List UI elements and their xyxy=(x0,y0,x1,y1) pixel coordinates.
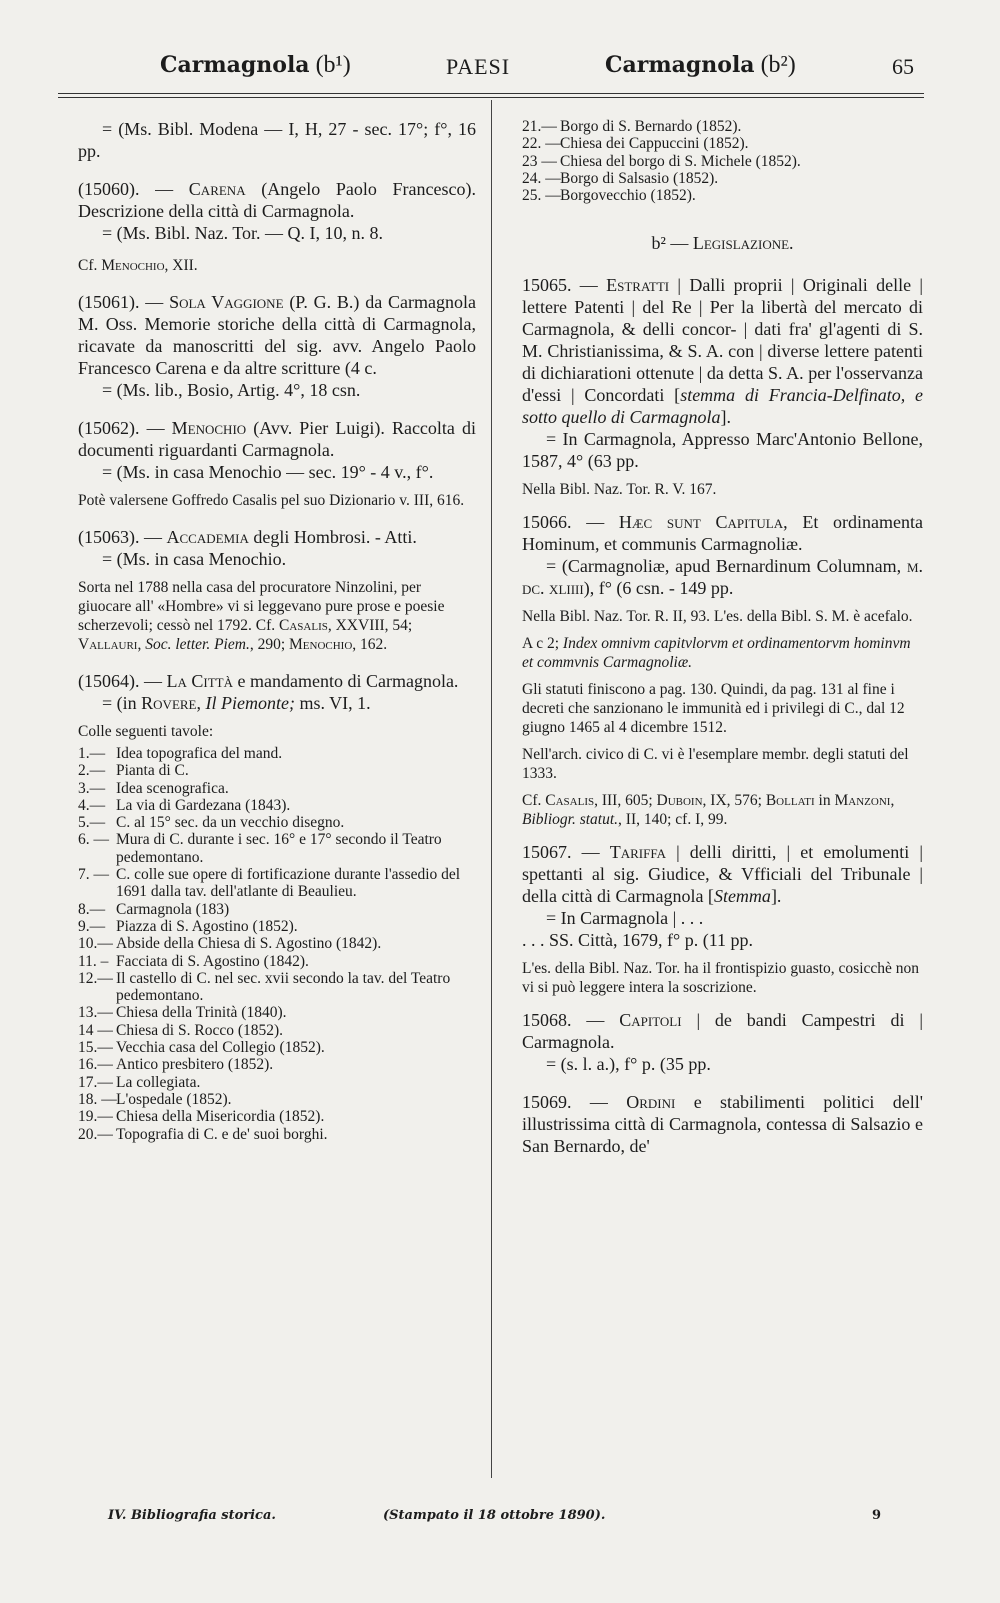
tavola-number: 17.— xyxy=(78,1073,113,1091)
tavola-item xyxy=(522,135,923,152)
entry-15062-note: Potè valersene Goffredo Casalis pel suo Dizionario v. III, 616. xyxy=(78,492,465,509)
tavola-number: 9.— xyxy=(78,917,106,935)
tavola-number: 15.— xyxy=(78,1039,113,1057)
entry-15061: (15061). — Sola Vaggione (P. G. B.) da Carmagnola M. Oss. Memorie storiche della città di Carmagnola, ricavate da manoscritti del sig. avv. Angelo Paolo Francesco Carena e da altre scritture (4 c. xyxy=(78,292,476,378)
tavola-item xyxy=(78,866,476,901)
tavola-item xyxy=(78,780,476,797)
tavola-item xyxy=(78,1039,476,1056)
tavola-number: 25. — xyxy=(522,187,561,205)
entry-15059-ref: = (Ms. Bibl. Modena — I, H, 27 - sec. 17°; f°, 16 pp. xyxy=(78,119,476,161)
tavola-number: 24. — xyxy=(522,169,561,187)
entry-15068-ref: = (s. l. a.), f° p. (35 pp. xyxy=(546,1054,711,1075)
tavola-item xyxy=(78,901,476,918)
tavola-item xyxy=(78,918,476,935)
tavola-title: Carmagnola (183) xyxy=(116,900,230,918)
footer-center: (Stampato il 18 ottobre 1890). xyxy=(383,1508,606,1523)
tavola-item xyxy=(78,970,476,1005)
entry-15060-note: Cf. Menochio, XII. xyxy=(78,257,198,274)
tavola-item xyxy=(78,831,476,866)
entry-15066-note-4: Nell'arch. civico di C. vi è l'esemplare membr. degli statuti del 1333. xyxy=(522,746,909,783)
entry-15069: 15069. — Ordini e stabilimenti politici dell' illustrissima città di Carmagnola, contessa di Salsazio e San Bernardo, de' xyxy=(522,1092,923,1157)
section-heading: b² — Legislazione. xyxy=(651,233,794,254)
entry-15064-ref: = (in Rovere, Il Piemonte; ms. VI, 1. xyxy=(102,693,371,713)
tavola-item xyxy=(78,1004,476,1021)
tavola-title: La collegiata. xyxy=(116,1073,201,1091)
tavola-title: Chiesa di S. Rocco (1852). xyxy=(116,1021,284,1039)
tavola-item xyxy=(78,1108,476,1125)
tavola-title: Idea scenografica. xyxy=(116,779,229,797)
tavola-title: C. al 15° sec. da un vecchio disegno. xyxy=(116,814,345,832)
tavola-item xyxy=(78,1022,476,1039)
entry-15061-ref: = (Ms. lib., Bosio, Artig. 4°, 18 csn. xyxy=(102,380,361,400)
tavola-title: Chiesa della Trinità (1840). xyxy=(116,1004,287,1022)
tavola-number: 3.— xyxy=(78,779,106,797)
entry-15062-ref: = (Ms. in casa Menochio — sec. 19° - 4 v., f°. xyxy=(102,462,434,482)
column-divider xyxy=(491,100,492,1478)
tavola-title: Mura di C. durante i sec. 16° e 17° secondo il Teatro pedemontano. xyxy=(116,831,442,866)
entry-15060-ref: = (Ms. Bibl. Naz. Tor. — Q. I, 10, n. 8. xyxy=(102,223,384,243)
tavola-title: Borgo di S. Bernardo (1852). xyxy=(560,118,742,135)
left-column xyxy=(78,118,476,1143)
tavola-title: Abside della Chiesa di S. Agostino (1842). xyxy=(116,935,382,953)
entry-15063-note: Sorta nel 1788 nella casa del procuratore Ninzolini, per giuocare all' «Hombre» vi si leggevano pure prose e poesie scherzevoli; cessò nel 1792. Cf. Casalis, XXVIII, 54; Vallauri, Soc. letter. Piem., 290; Menochio, 162. xyxy=(78,579,445,653)
tavola-number: 13.— xyxy=(78,1004,113,1022)
tavola-title: Chiesa del borgo di S. Michele (1852). xyxy=(560,152,801,170)
tavola-title: Vecchia casa del Collegio (1852). xyxy=(116,1039,325,1057)
entry-15066-note-3: Gli statuti finiscono a pag. 130. Quindi, da pag. 131 al fine i decreti che sanzionano le immunità ed i privilegi di C., dal 12 giugno 1465 al 4 dicembre 1512. xyxy=(522,681,905,737)
tavola-title: L'ospedale (1852). xyxy=(116,1090,232,1108)
tavola-item xyxy=(522,170,923,187)
entry-15066-note-1: Nella Bibl. Naz. Tor. R. II, 93. L'es. della Bibl. S. M. è acefalo. xyxy=(522,608,913,626)
tavola-item xyxy=(78,762,476,779)
tavola-number: 23 — xyxy=(522,152,557,170)
entry-15066: 15066. — Hæc sunt Capitula, Et ordinamenta Hominum, et communis Carmagnoliæ. xyxy=(522,512,923,555)
tavola-title: Borgovecchio (1852). xyxy=(560,187,696,205)
entry-15062: (15062). — Menochio (Avv. Pier Luigi). Raccolta di documenti riguardanti Carmagnola. xyxy=(78,418,476,460)
entry-15063: (15063). — Accademia degli Hombrosi. - Atti. xyxy=(78,527,417,547)
tavola-title: Il castello di C. nel sec. xvii secondo la tav. del Teatro pedemontano. xyxy=(116,969,451,1005)
entry-15067-note: L'es. della Bibl. Naz. Tor. ha il frontispizio guasto, cosicchè non vi si può leggere intera la soscrizione. xyxy=(522,960,920,997)
tavola-item xyxy=(78,814,476,831)
tavola-item xyxy=(78,1056,476,1073)
tavola-title: Chiesa della Misericordia (1852). xyxy=(116,1108,325,1126)
entry-15066-ref: = (Carmagnoliæ, apud Bernardinum Columnam, m. dc. xliiii), f° (6 csn. - 149 pp. xyxy=(522,556,923,599)
tavola-title: Pianta di C. xyxy=(116,762,189,780)
right-column xyxy=(522,118,923,1157)
tavole-intro: Colle seguenti tavole: xyxy=(78,723,214,740)
entry-15067-ref-2: . . . SS. Città, 1679, f° p. (11 pp. xyxy=(522,930,754,951)
tavola-item xyxy=(78,1091,476,1108)
entry-15067: 15067. — Tariffa | delli diritti, | et emolumenti | spettanti al sig. Giudice, & Vfficiali del Tribunale | della città di Carmagnola [Stemma]. xyxy=(522,842,924,907)
tavola-title: Borgo di Salsasio (1852). xyxy=(560,169,719,187)
tavole-list xyxy=(78,745,476,1143)
tavole-list-continued xyxy=(522,118,923,204)
tavola-title: Idea topografica del mand. xyxy=(116,745,283,762)
tavola-title: Antico presbitero (1852). xyxy=(116,1056,274,1074)
entry-15065-note: Nella Bibl. Naz. Tor. R. V. 167. xyxy=(522,481,717,499)
tavola-title: Piazza di S. Agostino (1852). xyxy=(116,917,298,935)
tavola-item xyxy=(522,118,923,135)
tavola-title: Facciata di S. Agostino (1842). xyxy=(116,952,309,970)
tavola-number: 10.— xyxy=(78,935,113,953)
tavola-number: 5.— xyxy=(78,814,106,832)
entry-15060: (15060). — Carena (Angelo Paolo Francesco). Descrizione della città di Carmagnola. xyxy=(78,179,476,221)
tavola-number: 6. — xyxy=(78,831,109,849)
header-rule-bottom xyxy=(58,97,924,98)
tavola-title: La via di Gardezana (1843). xyxy=(116,796,291,814)
tavola-item xyxy=(78,953,476,970)
tavola-number: 14 — xyxy=(78,1021,113,1039)
entry-15065: 15065. — Estratti | Dalli proprii | Originali delle | lettere Patenti | del Re | Per la libertà del mercato di Carmagnola, & delli concor- | dati fra' gl'agenti di S. M. Christianissima, & S. A. con | diverse lettere patenti di dichiarationi ottenute | da detta S. A. per l'osservanza d'essi | Concordati [stemma di Francia-Delfinato, e sotto quello di Carmagnola]. xyxy=(522,275,923,428)
footer-signature: 9 xyxy=(872,1508,882,1523)
tavola-title: Topografia di C. e de' suoi borghi. xyxy=(116,1125,328,1143)
tavola-number: 2.— xyxy=(78,762,106,780)
page-number: 65 xyxy=(892,54,914,79)
tavola-number: 4.— xyxy=(78,796,106,814)
entry-15064: (15064). — La Città e mandamento di Carmagnola. xyxy=(78,671,459,691)
tavola-number: 18. — xyxy=(78,1090,117,1108)
tavola-title: Chiesa dei Cappuccini (1852). xyxy=(560,135,749,153)
header-center: PAESI xyxy=(446,54,511,79)
tavola-number: 1.— xyxy=(78,745,106,762)
tavola-item xyxy=(78,797,476,814)
tavola-item xyxy=(78,935,476,952)
entry-15067-ref-1: = In Carmagnola | . . . xyxy=(546,908,704,929)
tavola-number: 20.— xyxy=(78,1125,113,1143)
tavola-number: 12.— xyxy=(78,969,113,987)
tavola-item xyxy=(522,153,923,170)
tavola-number: 8.— xyxy=(78,900,106,918)
header-rule-top xyxy=(58,93,924,94)
tavola-number: 16.— xyxy=(78,1056,113,1074)
entry-15066-note-2: A c 2; Index omnivm capitvlorvm et ordinamentorvm hominvm et commvnis Carmagnoliæ. xyxy=(522,635,911,672)
tavola-number: 11. – xyxy=(78,952,109,970)
entry-15068: 15068. — Capitoli | de bandi Campestri di | Carmagnola. xyxy=(522,1010,923,1053)
entry-15066-note-5: Cf. Casalis, III, 605; Duboin, IX, 576; Bollati in Manzoni, Bibliogr. statut., II, 140; cf. I, 99. xyxy=(522,792,895,829)
tavola-number: 19.— xyxy=(78,1108,113,1126)
tavola-number: 21.— xyxy=(522,118,557,135)
tavola-item xyxy=(78,1074,476,1091)
tavola-number: 7. — xyxy=(78,866,109,884)
tavola-title: C. colle sue opere di fortificazione durante l'assedio del 1691 dalla tav. dell'atlante di Beaulieu. xyxy=(116,866,461,901)
tavola-item xyxy=(78,745,476,762)
header-right: Carmagnola (b²) xyxy=(605,52,796,78)
running-header xyxy=(0,52,1000,92)
footer-left: IV. Bibliografia storica. xyxy=(108,1508,276,1523)
tavola-item xyxy=(78,1126,476,1143)
entry-15065-ref: = In Carmagnola, Appresso Marc'Antonio Bellone, 1587, 4° (63 pp. xyxy=(522,429,923,472)
tavola-item xyxy=(522,187,923,204)
entry-15063-ref: = (Ms. in casa Menochio. xyxy=(102,549,287,569)
header-left: Carmagnola (b¹) xyxy=(160,52,351,78)
tavola-number: 22. — xyxy=(522,135,561,153)
